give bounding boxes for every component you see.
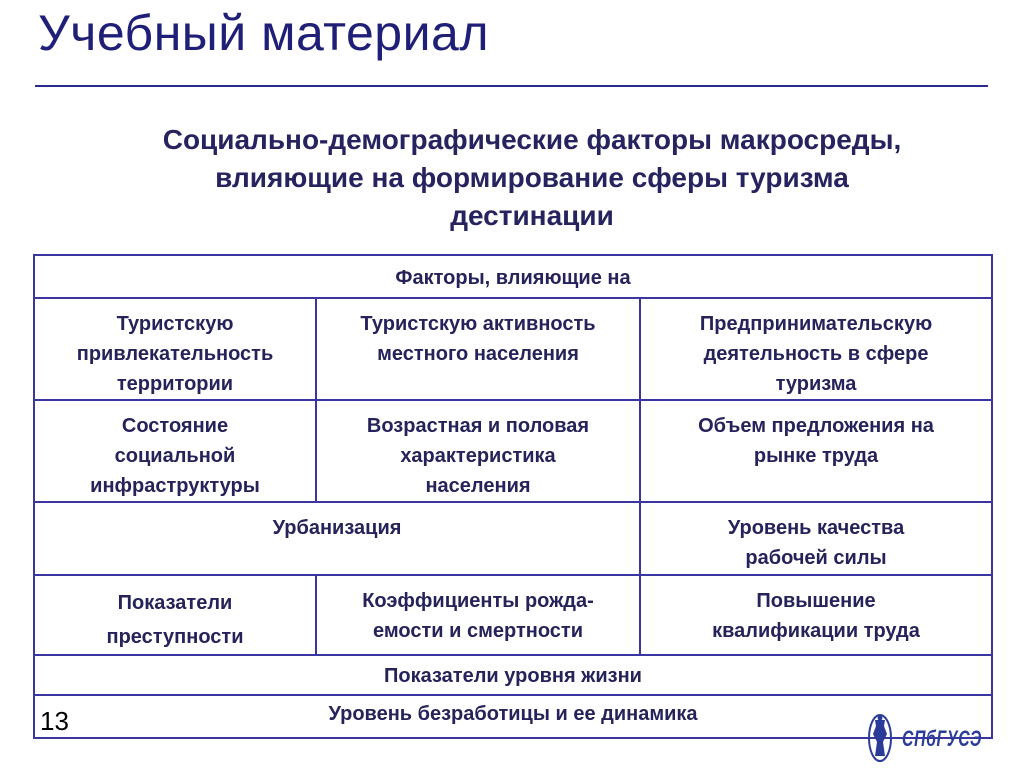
- slide-title: Учебный материал: [38, 5, 490, 61]
- table-cell: Возрастная и половая характеристика населения: [316, 400, 640, 502]
- table-cell: Уровень безработицы и ее динамика: [34, 695, 992, 738]
- table-row: [34, 298, 992, 400]
- page-number: 13: [40, 706, 69, 736]
- university-logo: [866, 712, 986, 764]
- subtitle-line: влияющие на формирование сферы туризма: [215, 162, 849, 193]
- table-row: [34, 575, 992, 655]
- table-cell: Состояние социальной инфраструктуры: [34, 400, 316, 502]
- table-row: [34, 695, 992, 738]
- table-header-row: [34, 255, 992, 298]
- table-cell: Туристскую активность местного населения: [316, 298, 640, 400]
- table-cell: Объем предложения на рынке труда: [640, 400, 992, 502]
- table-cell: Туристскую привлекательность территории: [34, 298, 316, 400]
- university-emblem-icon: [869, 715, 891, 761]
- table-cell: Уровень качества рабочей силы: [640, 502, 992, 575]
- table-row: [34, 655, 992, 695]
- table-cell: Показатели уровня жизни: [34, 655, 992, 695]
- subtitle-line: дестинации: [450, 200, 614, 231]
- slide-subtitle: [60, 121, 1004, 235]
- table-row: [34, 400, 992, 502]
- table-row: [34, 502, 992, 575]
- table-cell: Предпринимательскую деятельность в сфере туризма: [640, 298, 992, 400]
- table-cell: Повышение квалификации труда: [640, 575, 992, 655]
- logo-text: СПбГУСЭ: [902, 726, 982, 751]
- table-cell: Показатели преступности: [34, 575, 316, 655]
- subtitle-line: Социально-демографические факторы макросреды,: [162, 124, 902, 155]
- table-cell: Коэффициенты рожда- емости и смертности: [316, 575, 640, 655]
- factors-table: [33, 254, 993, 739]
- table-cell: Урбанизация: [34, 502, 640, 575]
- table-header-cell: Факторы, влияющие на: [34, 255, 992, 298]
- title-divider: [35, 85, 988, 87]
